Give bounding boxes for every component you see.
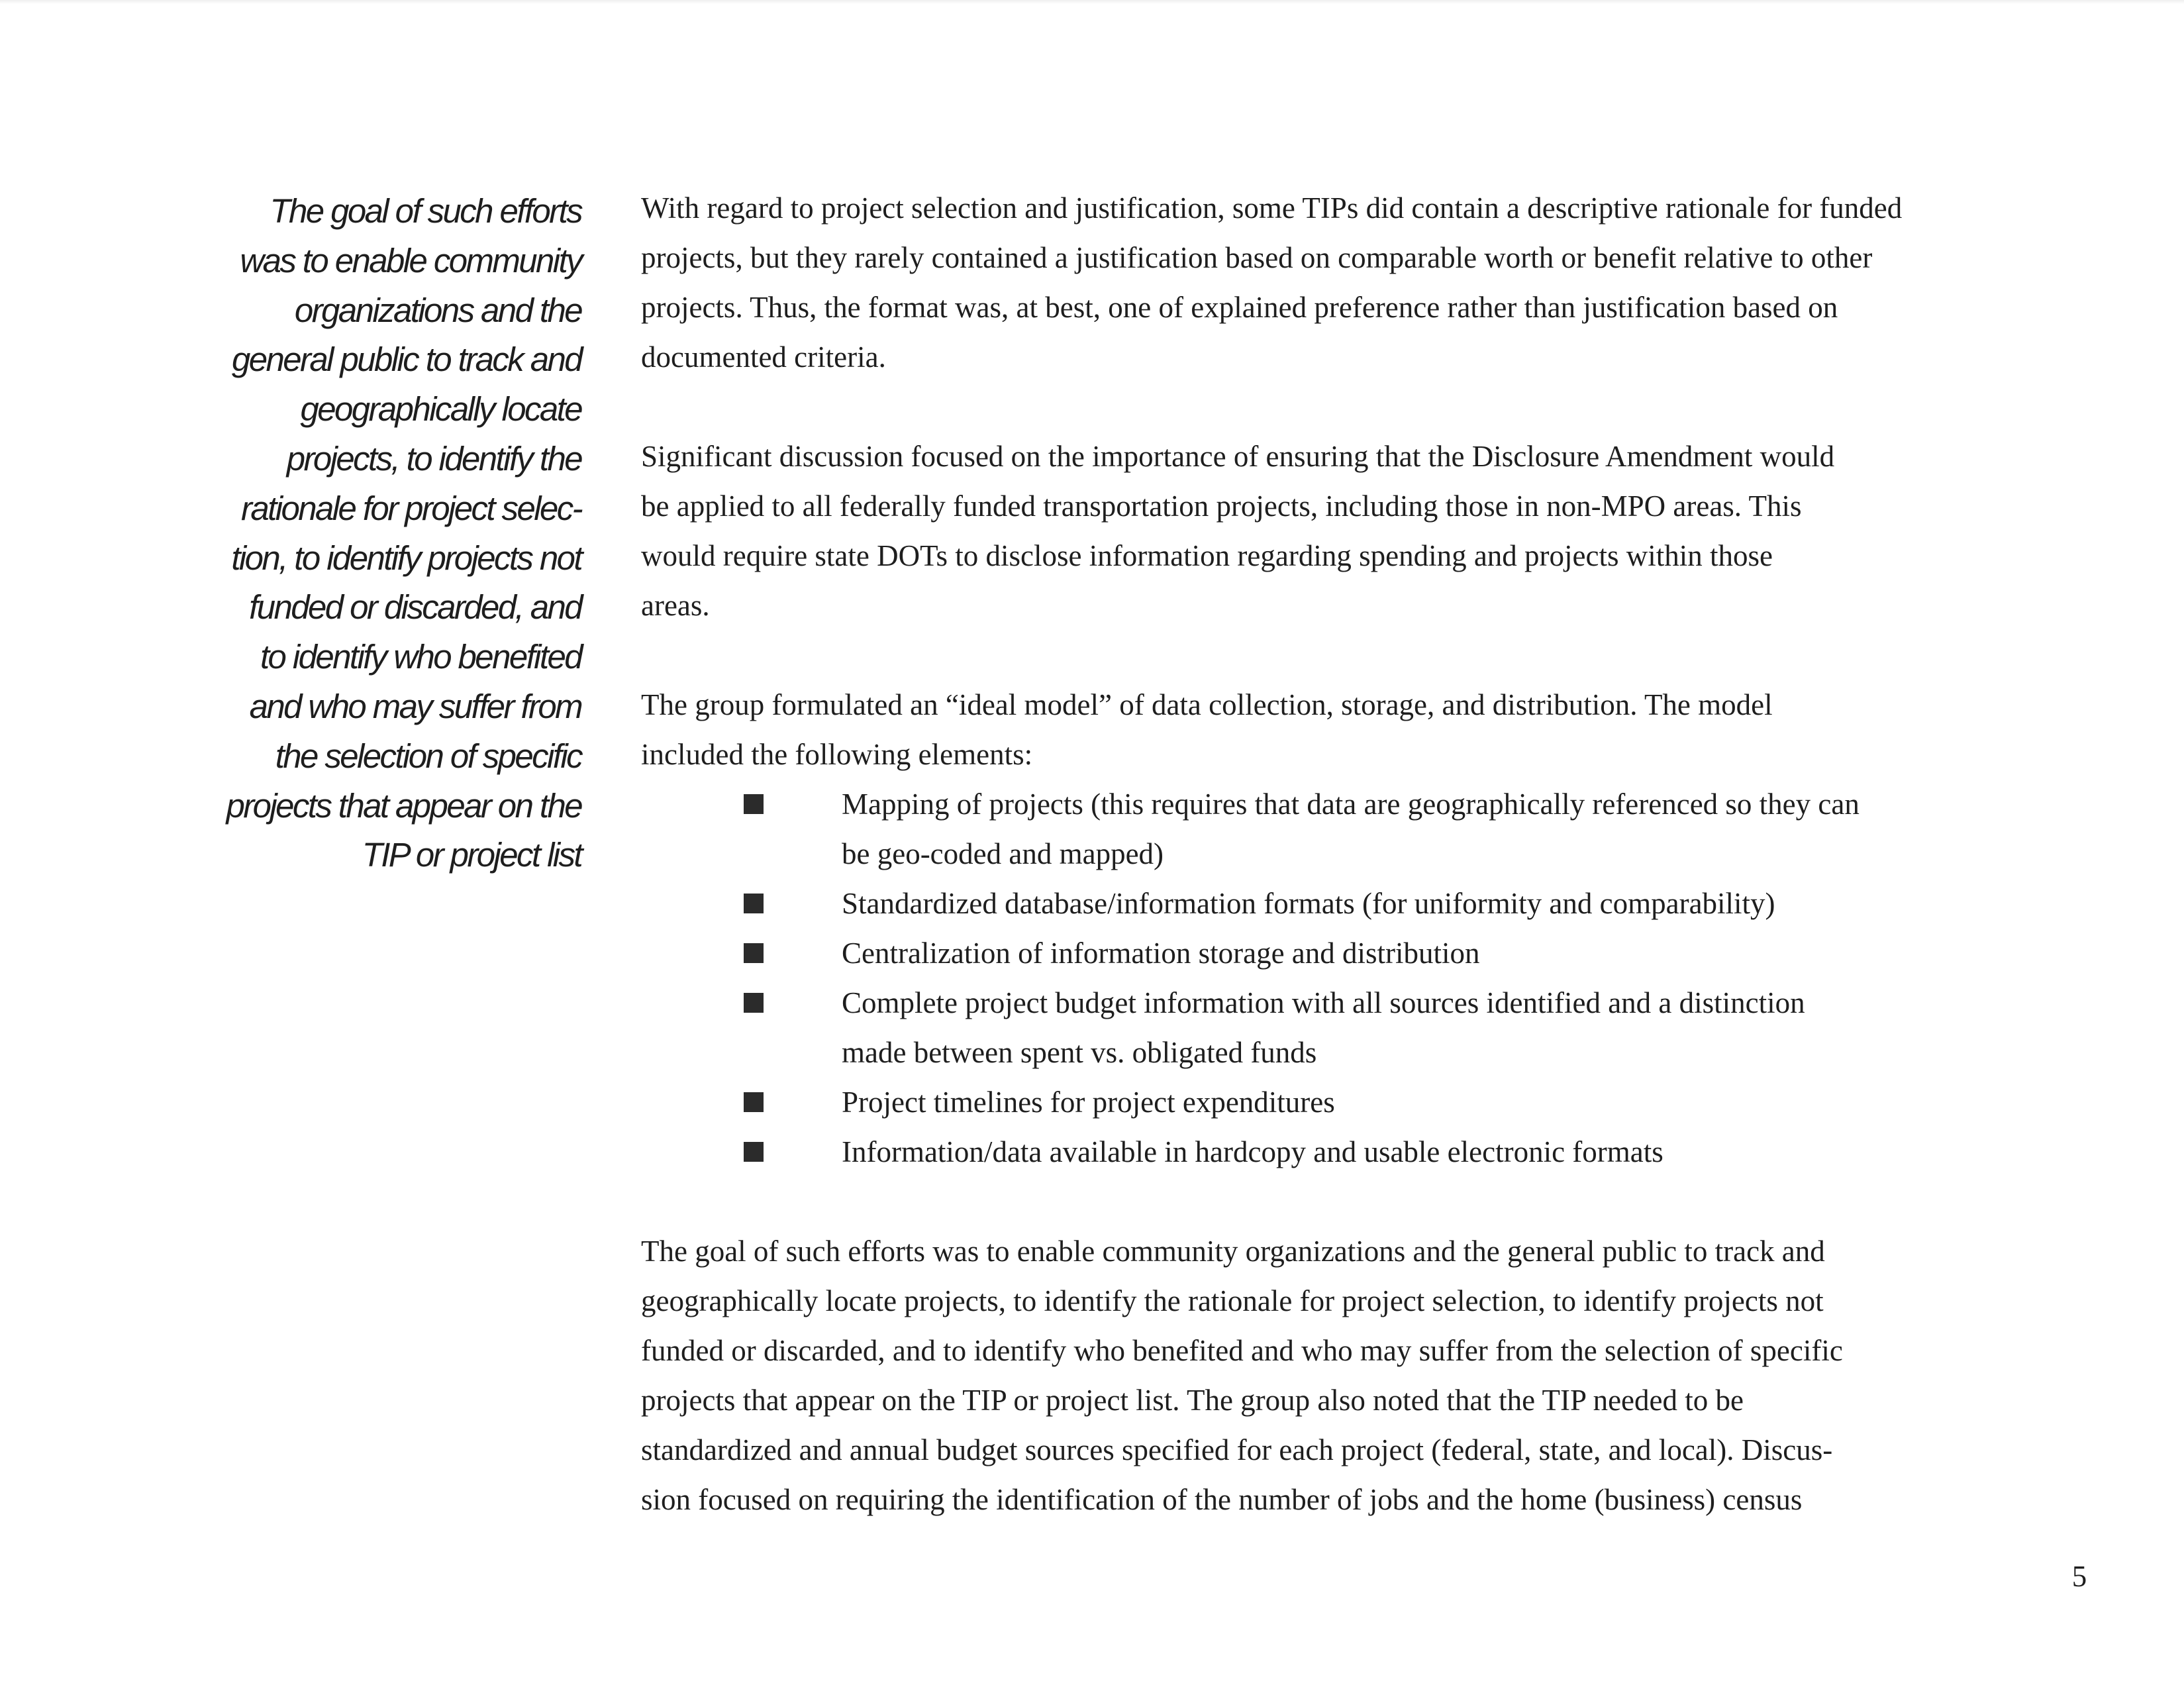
square-bullet-icon (744, 1092, 764, 1112)
text-line: Significant discussion focused on the importance of ensuring that the Disclosure Amendment would (641, 440, 1835, 473)
pull-quote-line: rationale for project selec- (241, 489, 581, 527)
text-line: Centralization of information storage and distribution (842, 937, 1480, 970)
pull-quote-line: to identify who benefited (260, 638, 581, 676)
text-line: sion focused on requiring the identification of the number of jobs and the home (business) census (641, 1483, 1803, 1516)
list-item (641, 879, 1985, 929)
text-line: be applied to all federally funded transportation projects, including those in non-MPO areas. This (641, 489, 1802, 523)
list-item (641, 978, 1985, 1078)
body-text (641, 183, 1985, 1525)
paragraph-ideal-model (641, 680, 1985, 780)
text-line: documented criteria. (641, 340, 886, 374)
text-line: projects. Thus, the format was, at best, one of explained preference rather than justification based on (641, 291, 1838, 324)
pull-quote-line: The goal of such efforts (270, 192, 581, 230)
scan-edge (0, 0, 2184, 4)
page-number: 5 (2071, 1560, 2087, 1593)
pull-quote-line: and who may suffer from (249, 687, 581, 725)
text-line: funded or discarded, and to identify who benefited and who may suffer from the selection of specific (641, 1334, 1843, 1367)
list-item (641, 929, 1985, 978)
text-line: The goal of such efforts was to enable community organizations and the general public to track and (641, 1235, 1825, 1268)
text-line: Project timelines for project expenditures (842, 1086, 1335, 1119)
paragraph-gap (641, 1177, 1985, 1227)
text-line: Complete project budget information with all sources identified and a distinction (842, 986, 1805, 1019)
pull-quote (166, 187, 581, 880)
pull-quote-line: was to enable community (240, 241, 581, 280)
square-bullet-icon (744, 1142, 764, 1162)
paragraph-project-selection (641, 183, 1985, 382)
paragraph-gap (641, 631, 1985, 680)
paragraph-disclosure-amendment (641, 432, 1985, 631)
list-item (641, 1127, 1985, 1177)
text-line: made between spent vs. obligated funds (842, 1036, 1317, 1069)
paragraph-goal (641, 1227, 1985, 1525)
text-line: Information/data available in hardcopy and usable electronic formats (842, 1135, 1663, 1168)
pull-quote-line: geographically locate (300, 390, 581, 429)
text-line: Standardized database/information formats (for uniformity and comparability) (842, 887, 1775, 920)
pull-quote-line: funded or discarded, and (249, 588, 581, 627)
elements-list (641, 780, 1985, 1177)
paragraph-gap (641, 382, 1985, 432)
square-bullet-icon (744, 993, 764, 1013)
pull-quote-line: organizations and the (294, 291, 581, 329)
pull-quote-line: general public to track and (231, 340, 581, 379)
pull-quote-line: projects that appear on the (226, 786, 581, 825)
square-bullet-icon (744, 894, 764, 913)
list-item (641, 780, 1985, 879)
text-line: projects that appear on the TIP or project list. The group also noted that the TIP needed to be (641, 1384, 1744, 1417)
pull-quote-line: tion, to identify projects not (231, 538, 581, 577)
pull-quote-line: TIP or project list (362, 836, 581, 874)
text-line: included the following elements: (641, 738, 1033, 771)
square-bullet-icon (744, 794, 764, 814)
text-line: projects, but they rarely contained a justification based on comparable worth or benefit relative to other (641, 241, 1873, 274)
text-line: areas. (641, 589, 710, 622)
pull-quote-line: projects, to identify the (286, 439, 581, 478)
text-line: The group formulated an “ideal model” of data collection, storage, and distribution. The model (641, 688, 1773, 721)
square-bullet-icon (744, 943, 764, 963)
pull-quote-line: the selection of specific (275, 737, 581, 775)
text-line: Mapping of projects (this requires that data are geographically referenced so they can (842, 788, 1860, 821)
text-line: With regard to project selection and justification, some TIPs did contain a descriptive rationale for funded (641, 191, 1903, 225)
text-line: be geo-coded and mapped) (842, 837, 1164, 870)
text-line: would require state DOTs to disclose information regarding spending and projects within those (641, 539, 1773, 572)
list-item (641, 1078, 1985, 1127)
text-line: standardized and annual budget sources specified for each project (federal, state, and local). Discus- (641, 1433, 1833, 1466)
text-line: geographically locate projects, to identify the rationale for project selection, to identify projects not (641, 1284, 1824, 1317)
